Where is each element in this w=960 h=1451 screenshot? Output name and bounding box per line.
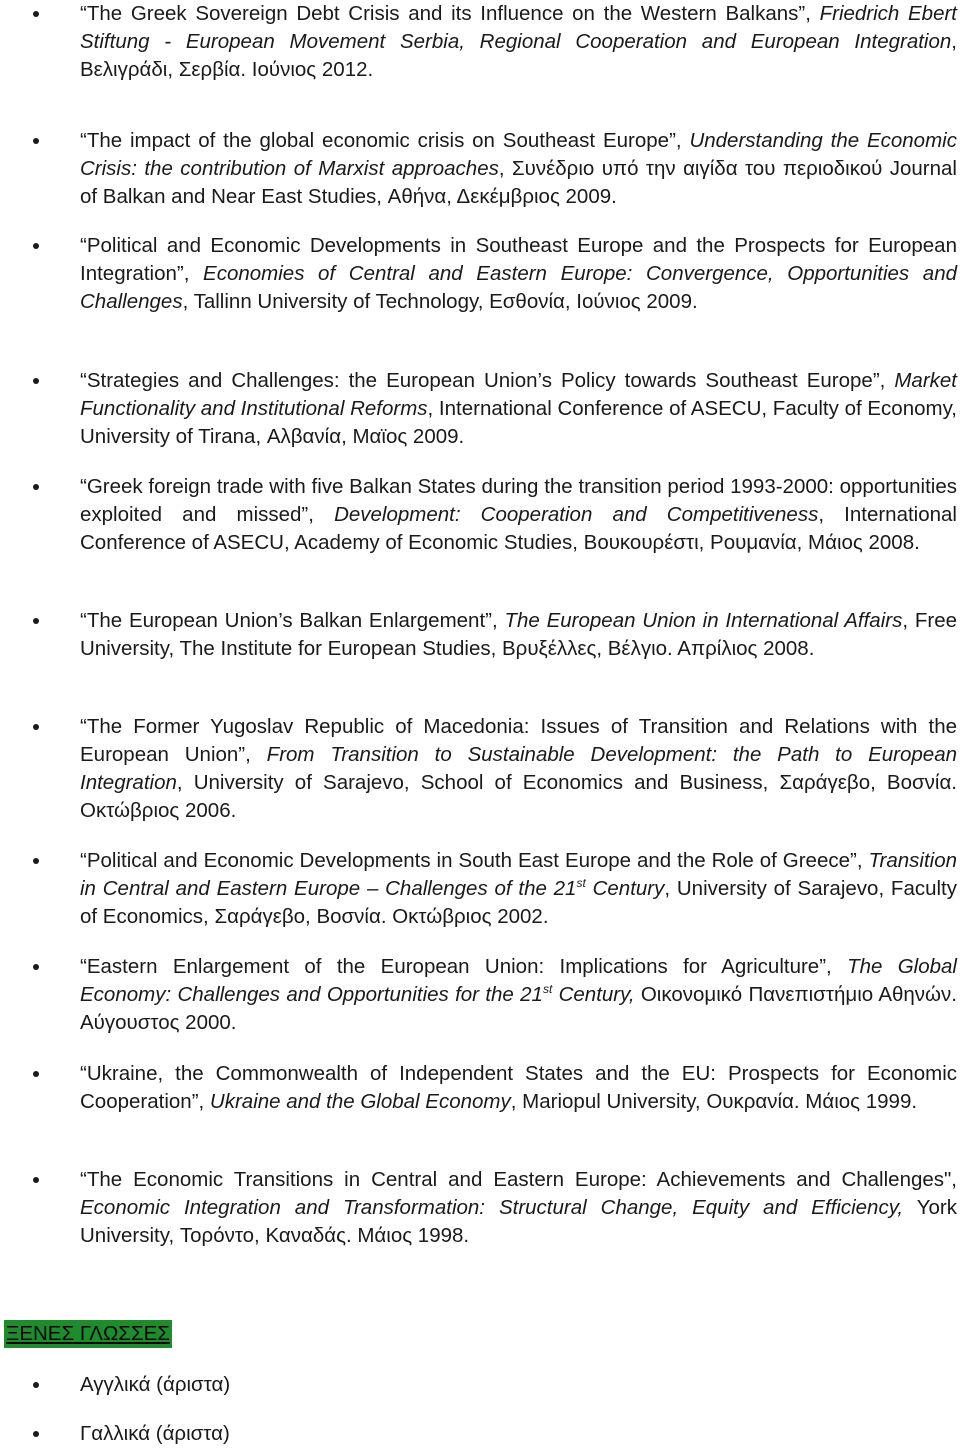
paper-details: York University, Τορόντο, Καναδάς. Μάιος 1998. bbox=[80, 1196, 957, 1247]
paper-details: , Free University, The Institute for European Studies, Βρυξέλλες, Βέλγιο. Απρίλιος 2008. bbox=[80, 609, 957, 660]
paper-title: “Political and Economic Developments in Southeast Europe and the Prospects for European Integration”, bbox=[80, 234, 957, 285]
paper-title: “The impact of the global economic crisis on Southeast Europe”, bbox=[80, 129, 682, 152]
bullet-icon bbox=[33, 858, 39, 864]
bullet-icon bbox=[33, 724, 39, 730]
list-item bbox=[80, 953, 957, 1037]
paper-title: “The Economic Transitions in Central and Eastern Europe: Achievements and Challenges", bbox=[80, 1168, 957, 1191]
paper-title: “Political and Economic Developments in South East Europe and the Role of Greece”, bbox=[80, 849, 863, 872]
paper-title: “Eastern Enlargement of the European Union: Implications for Agriculture”, bbox=[80, 955, 832, 978]
paper-title: “Greek foreign trade with five Balkan States during the transition period 1993-2000: opportunities exploited and missed”, bbox=[80, 475, 957, 526]
bullet-icon bbox=[33, 1071, 39, 1077]
paper-venue: Ukraine and the Global Economy bbox=[209, 1090, 511, 1113]
list-item bbox=[80, 1166, 957, 1250]
paper-details: , International Conference of ASECU, Academy of Economic Studies, Βουκουρέστι, Ρουμανία, Μάιος 2008. bbox=[80, 503, 957, 554]
bullet-icon bbox=[33, 378, 39, 384]
bullet-icon bbox=[33, 11, 39, 17]
paper-details: , University of Sarajevo, Faculty of Economics, Σαράγεβο, Βοσνία. Οκτώβριος 2002. bbox=[80, 877, 958, 928]
list-item bbox=[80, 0, 957, 84]
list-item bbox=[80, 607, 957, 663]
list-item bbox=[80, 127, 957, 211]
paper-venue: Development: Cooperation and Competitiveness bbox=[334, 503, 819, 526]
paper-details: , University of Sarajevo, School of Economics and Business, Σαράγεβο, Βοσνία. Οκτώβριος 2006. bbox=[80, 771, 957, 822]
paper-title: “Ukraine, the Commonwealth of Independent States and the EU: Prospects for Economic Cooperation”, bbox=[80, 1062, 957, 1113]
list-item bbox=[80, 1371, 680, 1399]
list-item bbox=[80, 713, 957, 825]
paper-details: , Tallinn University of Technology, Εσθονία, Ιούνιος 2009. bbox=[182, 290, 698, 313]
bullet-icon bbox=[33, 1431, 39, 1437]
paper-title: “The European Union’s Balkan Enlargement”, bbox=[80, 609, 498, 632]
paper-venue: Understanding the Economic Crisis: the contribution of Marxist approaches bbox=[80, 129, 957, 180]
paper-venue: Market Functionality and Institutional Reforms bbox=[80, 369, 957, 420]
paper-details: , International Conference of ASECU, Faculty of Economy, University of Tirana, Αλβανία, Μαϊος 2009. bbox=[80, 397, 957, 448]
languages-heading: ΞΕΝΕΣ ΓΛΩΣΣΕΣ bbox=[4, 1320, 172, 1348]
paper-venue: The Global Economy: Challenges and Opportunities for the 21st Century, bbox=[80, 955, 957, 1006]
paper-title: “Strategies and Challenges: the European Union’s Policy towards Southeast Europe”, bbox=[80, 369, 886, 392]
paper-title: “The Greek Sovereign Debt Crisis and its Influence on the Western Balkans”, bbox=[80, 2, 811, 25]
paper-venue: From Transition to Sustainable Development: the Path to European Integration bbox=[80, 743, 958, 794]
paper-venue: Economic Integration and Transformation: Structural Change, Equity and Efficiency, bbox=[80, 1196, 904, 1219]
bullet-icon bbox=[33, 484, 39, 490]
bullet-icon bbox=[33, 1177, 39, 1183]
paper-venue: Transition in Central and Eastern Europe – Challenges of the 21st Century bbox=[80, 849, 958, 900]
list-item bbox=[80, 473, 957, 557]
paper-details: , Mariopul University, Ουκρανία. Μάιος 1999. bbox=[510, 1090, 918, 1113]
list-item bbox=[80, 232, 957, 316]
bullet-icon bbox=[33, 138, 39, 144]
paper-title: “The Former Yugoslav Republic of Macedonia: Issues of Transition and Relations with the European Union”, bbox=[80, 715, 957, 766]
list-item bbox=[80, 1060, 957, 1116]
language-label: Γαλλικά (άριστα) bbox=[80, 1422, 230, 1445]
language-label: Αγγλικά (άριστα) bbox=[80, 1373, 231, 1396]
bullet-icon bbox=[33, 964, 39, 970]
paper-details: , Συνέδριο υπό την αιγίδα του περιοδικού Journal of Balkan and Near East Studies, Αθήνα, Δεκέμβριος 2009. bbox=[80, 157, 957, 208]
list-item bbox=[80, 1420, 680, 1448]
paper-venue: The European Union in International Affairs bbox=[504, 609, 903, 632]
paper-venue: Friedrich Ebert Stiftung - European Movement Serbia, Regional Cooperation and European Integration bbox=[80, 2, 958, 53]
bullet-icon bbox=[33, 1382, 39, 1388]
paper-details: Οικονομικό Πανεπιστήμιο Αθηνών. Αύγουστος 2000. bbox=[80, 983, 957, 1034]
bullet-icon bbox=[33, 618, 39, 624]
paper-venue: Economies of Central and Eastern Europe: Convergence, Opportunities and Challenges bbox=[80, 262, 957, 313]
list-item bbox=[80, 367, 957, 451]
paper-details: , Βελιγράδι, Σερβία. Ιούνιος 2012. bbox=[80, 30, 957, 81]
list-item bbox=[80, 847, 957, 931]
bullet-icon bbox=[33, 243, 39, 249]
